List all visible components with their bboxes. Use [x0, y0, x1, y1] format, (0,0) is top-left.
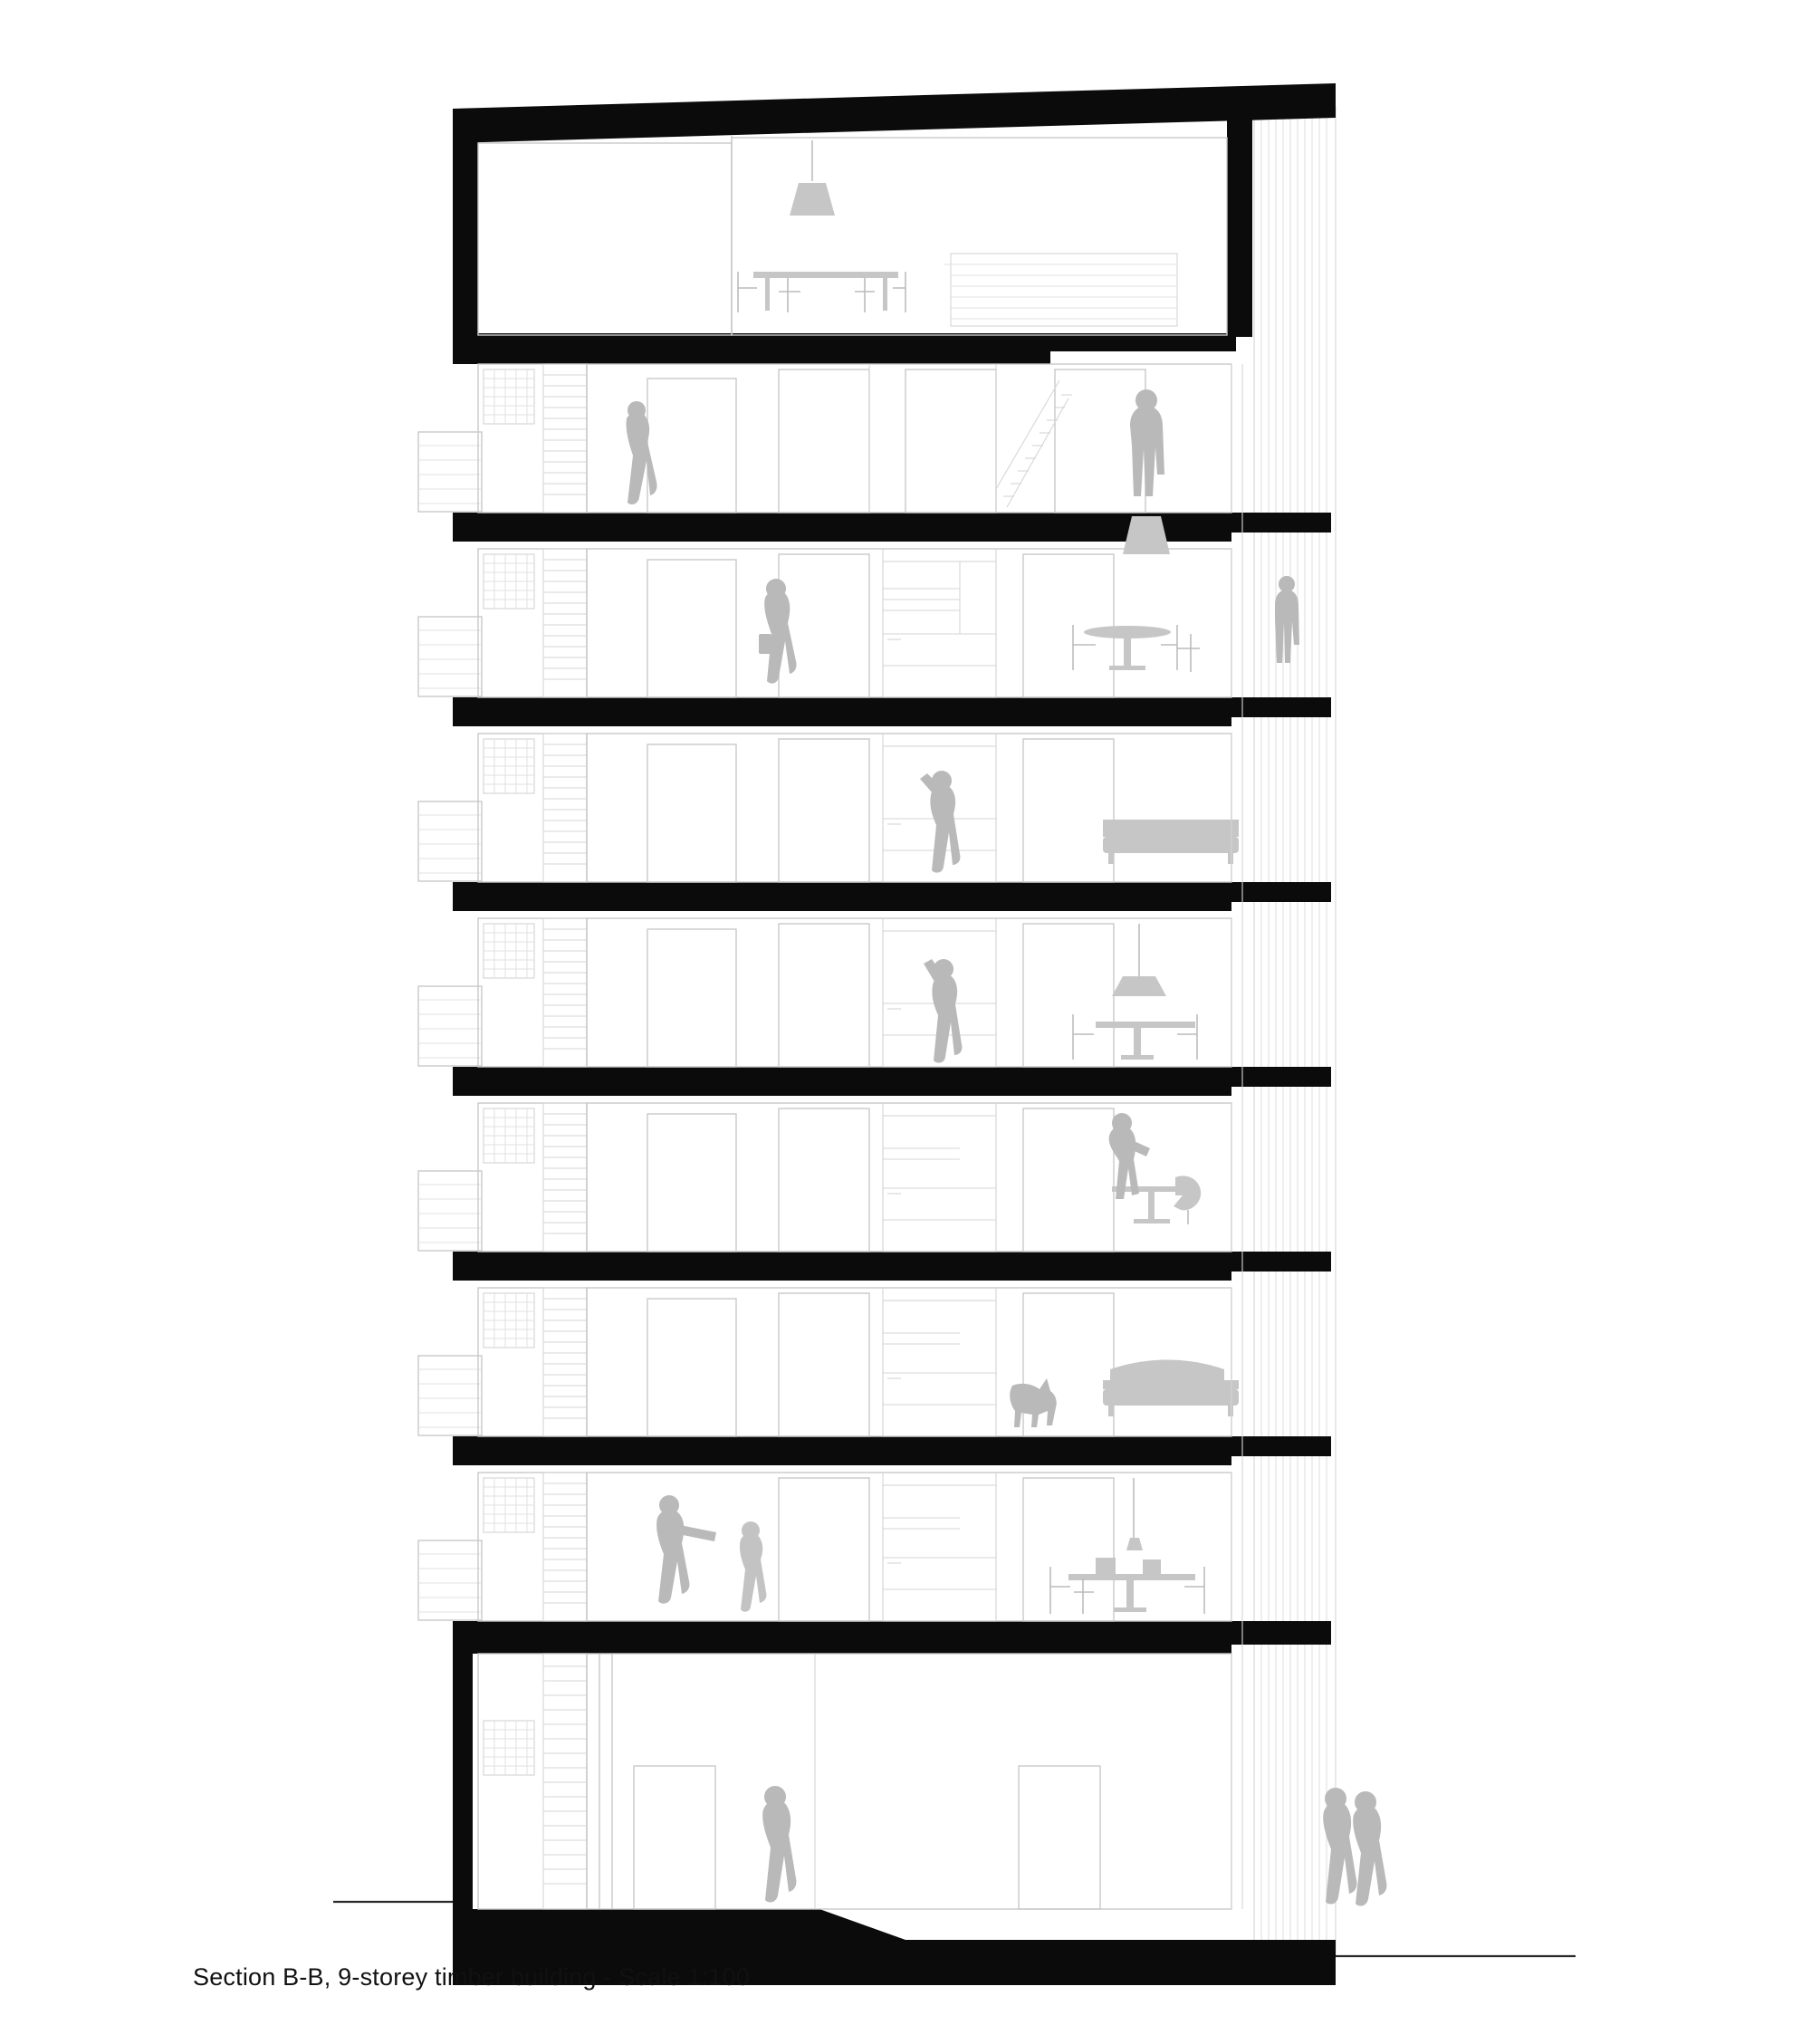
figure-person-reaching — [924, 959, 962, 1063]
figure-child — [740, 1521, 767, 1612]
stair-core — [478, 364, 587, 1909]
figure-man-standing — [1130, 389, 1164, 496]
dining-set-floor5 — [1073, 924, 1197, 1060]
dining-set-floor2 — [1050, 1478, 1204, 1614]
figure-dog — [1010, 1378, 1057, 1427]
figure-adult-pointing — [656, 1495, 716, 1604]
figure-person-standing-floor4 — [1109, 1113, 1150, 1199]
figure-couple-outside — [1323, 1788, 1386, 1906]
figure-woman-walking — [627, 401, 657, 504]
figure-person-at-shelf — [920, 771, 960, 873]
facade-glazing-lines — [1231, 364, 1242, 1909]
sofa-floor6 — [1103, 820, 1239, 864]
floor-slabs — [453, 83, 1336, 1985]
figure-person-lobby — [762, 1786, 796, 1903]
sofa-floor3 — [1103, 1360, 1239, 1417]
dining-set-floor7 — [1073, 625, 1200, 672]
drawing-caption: Section B-B, 9-storey timber building - Scale 1:100 — [193, 1963, 750, 1991]
pendant-lamp-penthouse — [790, 140, 835, 216]
dining-set-penthouse — [738, 272, 906, 312]
figure-woman-with-bag — [759, 579, 797, 684]
timber-facade-cladding — [1254, 107, 1336, 1954]
